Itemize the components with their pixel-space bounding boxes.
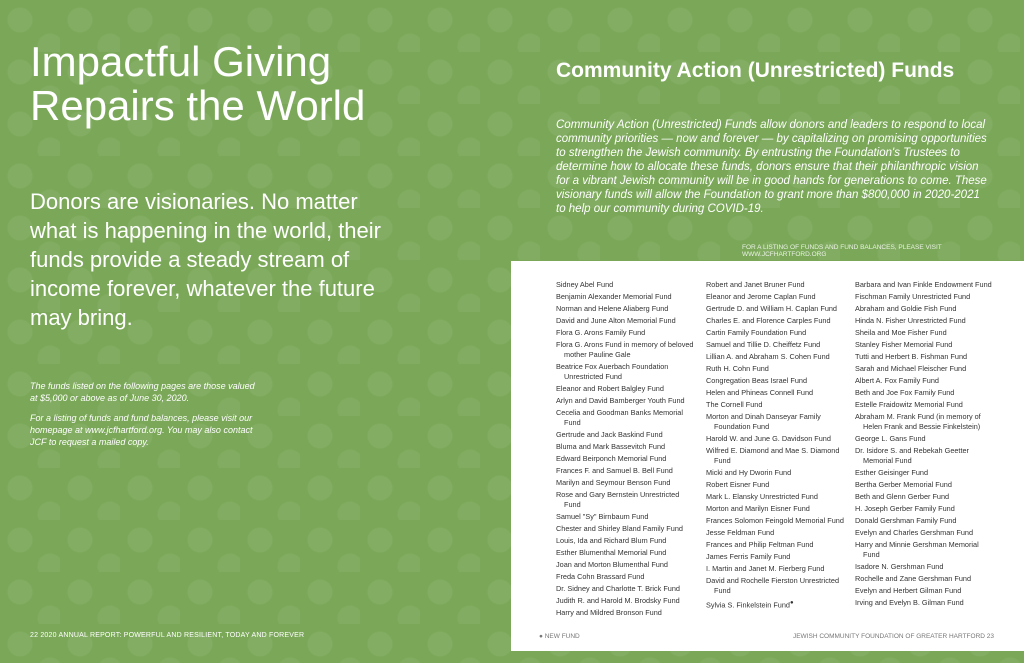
valuation-note: The funds listed on the following pages are those valued at $5,000 or above as of June 30, 2020.	[30, 381, 255, 403]
fund-list-item: Ruth H. Cohn Fund	[706, 364, 769, 373]
fund-list-item: Jesse Feldman Fund	[706, 528, 775, 537]
fund-list-item: Abraham M. Frank Fund (in memory of Helen Frank and Bessie Finkelstein)	[855, 412, 981, 431]
fund-column-1	[556, 280, 696, 620]
fund-list-item: Helen and Phineas Connell Fund	[706, 388, 814, 397]
fund-list-item: Congregation Beas Israel Fund	[706, 376, 808, 385]
fund-list-panel	[511, 261, 1024, 651]
fund-list-item: Bertha Gerber Memorial Fund	[855, 480, 952, 489]
fund-list-item: Beth and Joe Fox Family Fund	[855, 388, 955, 397]
fund-list-item: Stanley Fisher Memorial Fund	[855, 340, 953, 349]
fund-list-item: Marilyn and Seymour Benson Fund	[556, 478, 671, 487]
fund-list-item: Sylvia S. Finkelstein Fund●	[706, 600, 794, 610]
fund-list-item: Tutti and Herbert B. Fishman Fund	[855, 352, 968, 361]
fund-list-item: Evelyn and Herbert Gilman Fund	[855, 586, 962, 595]
fund-list-item: Sarah and Michael Fleischer Fund	[855, 364, 967, 373]
section-title: Community Action (Unrestricted) Funds	[556, 59, 955, 82]
fund-list-item: Mark L. Elansky Unrestricted Fund	[706, 492, 818, 501]
fund-list-item: Judith R. and Harold M. Brodsky Fund	[556, 596, 680, 605]
new-fund-marker: ●	[789, 600, 794, 606]
fund-list-item: Fischman Family Unrestricted Fund	[855, 292, 971, 301]
fund-list-item: Eleanor and Jerome Caplan Fund	[706, 292, 816, 301]
fund-list-item: Chester and Shirley Bland Family Fund	[556, 524, 683, 533]
left-folio: 22 2020 ANNUAL REPORT: POWERFUL AND RESILIENT, TODAY AND FOREVER	[30, 632, 305, 639]
listing-url-note: FOR A LISTING OF FUNDS AND FUND BALANCES, PLEASE VISIT WWW.JCFHARTFORD.ORG	[742, 244, 942, 258]
fund-list-item: Edward Beirponch Memorial Fund	[556, 454, 667, 463]
fund-list-item: Rose and Gary Bernstein Unrestricted Fund	[556, 490, 680, 509]
fund-list-item: Barbara and Ivan Finkle Endowment Fund	[855, 280, 992, 289]
fund-list-item: Rochelle and Zane Gershman Fund	[855, 574, 972, 583]
fund-list-item: Bluma and Mark Bassevitch Fund	[556, 442, 666, 451]
fund-list-item: Frances Solomon Feingold Memorial Fund	[706, 516, 844, 525]
fund-list-item: Dr. Sidney and Charlotte T. Brick Fund	[556, 584, 680, 593]
fund-list-item: David and Rochelle Fierston Unrestricted Fund	[706, 576, 840, 595]
fund-list-item: Charles E. and Florence Carples Fund	[706, 316, 831, 325]
fund-list-item: Flora G. Arons Fund in memory of beloved mother Pauline Gale	[556, 340, 694, 359]
right-folio: JEWISH COMMUNITY FOUNDATION OF GREATER HARTFORD 23	[792, 633, 994, 640]
fund-list-item: Joan and Morton Blumenthal Fund	[556, 560, 668, 569]
fund-list-item: Robert and Janet Bruner Fund	[706, 280, 805, 289]
fund-list-item: Beth and Glenn Gerber Fund	[855, 492, 950, 501]
fund-list-item: Harry and Mildred Bronson Fund	[556, 608, 662, 617]
fund-list-item: I. Martin and Janet M. Fierberg Fund	[706, 564, 825, 573]
fund-list-item: Arlyn and David Bamberger Youth Fund	[556, 396, 685, 405]
fund-list-item: Samuel "Sy" Birnbaum Fund	[556, 512, 649, 521]
fund-list-item: Donald Gershman Family Fund	[855, 516, 957, 525]
fund-list-item: Dr. Isidore S. and Rebekah Geetter Memorial Fund	[855, 446, 969, 465]
page-headline: Impactful Giving Repairs the World	[30, 38, 366, 129]
fund-list-item: Morton and Dinah Danseyar Family Foundation Fund	[706, 412, 821, 431]
fund-list-item: Harold W. and June G. Davidson Fund	[706, 434, 831, 443]
fund-list-item: Isadore N. Gershman Fund	[855, 562, 944, 571]
fund-list-item: Samuel and Tillie D. Cheiffetz Fund	[706, 340, 821, 349]
fund-list-item: Gertrude D. and William H. Caplan Fund	[706, 304, 837, 313]
fund-list-item: Cecelia and Goodman Banks Memorial Fund	[556, 408, 683, 427]
fund-list-item: Eleanor and Robert Balgley Fund	[556, 384, 664, 393]
fund-list-item: Micki and Hy Dworin Fund	[706, 468, 792, 477]
fund-column-2	[706, 280, 846, 612]
fund-list-item: Esther Blumenthal Memorial Fund	[556, 548, 667, 557]
fund-list-item: Harry and Minnie Gershman Memorial Fund	[855, 540, 979, 559]
new-fund-legend: ● NEW FUND	[539, 633, 580, 640]
fund-list-item: George L. Gans Fund	[855, 434, 926, 443]
listing-instructions: For a listing of funds and fund balances, please visit our homepage at www.jcfhartford.org. You may also contact JCF to request a mailed copy.	[30, 413, 253, 447]
fund-list-item: Gertrude and Jack Baskind Fund	[556, 430, 663, 439]
fund-list-item: Esther Geisinger Fund	[855, 468, 929, 477]
fund-list-item: Louis, Ida and Richard Blum Fund	[556, 536, 667, 545]
fund-list-item: Cartin Family Foundation Fund	[706, 328, 807, 337]
fund-list-item: H. Joseph Gerber Family Fund	[855, 504, 955, 513]
fund-list-item: Benjamin Alexander Memorial Fund	[556, 292, 672, 301]
fund-list-item: Sheila and Moe Fisher Fund	[855, 328, 947, 337]
fund-list-item: Lillian A. and Abraham S. Cohen Fund	[706, 352, 830, 361]
fund-list-item: Flora G. Arons Family Fund	[556, 328, 646, 337]
fund-list-item: Freda Cohn Brassard Fund	[556, 572, 645, 581]
fund-list-item: David and June Alton Memorial Fund	[556, 316, 676, 325]
fund-list-item: Hinda N. Fisher Unrestricted Fund	[855, 316, 966, 325]
fund-list-item: Abraham and Goldie Fish Fund	[855, 304, 957, 313]
fund-list-item: Norman and Helene Aliaberg Fund	[556, 304, 669, 313]
intro-text: Donors are visionaries. No matter what is happening in the world, their funds provide a steady stream of income forever, whatever the future may bring.	[30, 189, 381, 330]
fund-list-item: Beatrice Fox Auerbach Foundation Unrestricted Fund	[556, 362, 669, 381]
fund-list-item: Morton and Marilyn Eisner Fund	[706, 504, 810, 513]
section-description: Community Action (Unrestricted) Funds allow donors and leaders to respond to local community priorities — now and forever — by capitalizing on promising opportunities to strengthen the Jewish community. By entrusting the Foundation's Trustees to determine how to allocate these funds, donors ensure that their philanthropic vision for a vibrant Jewish community will be in good hands for generations to come. These visionary funds will allow the Foundation to grant more than $800,000 in 2020-2021 to help our community during COVID-19.	[556, 119, 987, 215]
fund-list-item: Frances and Philip Feltman Fund	[706, 540, 814, 549]
fund-list-item: Wilfred E. Diamond and Mae S. Diamond Fund	[706, 446, 840, 465]
fund-list-item: Evelyn and Charles Gershman Fund	[855, 528, 974, 537]
fund-list-item: Frances F. and Samuel B. Bell Fund	[556, 466, 673, 475]
fund-list-item: James Ferris Family Fund	[706, 552, 791, 561]
fund-list-item: The Cornell Fund	[706, 400, 763, 409]
fund-list-item: Sidney Abel Fund	[556, 280, 614, 289]
fund-list-item: Albert A. Fox Family Fund	[855, 376, 939, 385]
fund-list-item: Estelle Fraidowitz Memorial Fund	[855, 400, 963, 409]
fund-column-3	[855, 280, 995, 610]
fund-list-item: Irving and Evelyn B. Gilman Fund	[855, 598, 964, 607]
fund-list-item: Robert Eisner Fund	[706, 480, 770, 489]
